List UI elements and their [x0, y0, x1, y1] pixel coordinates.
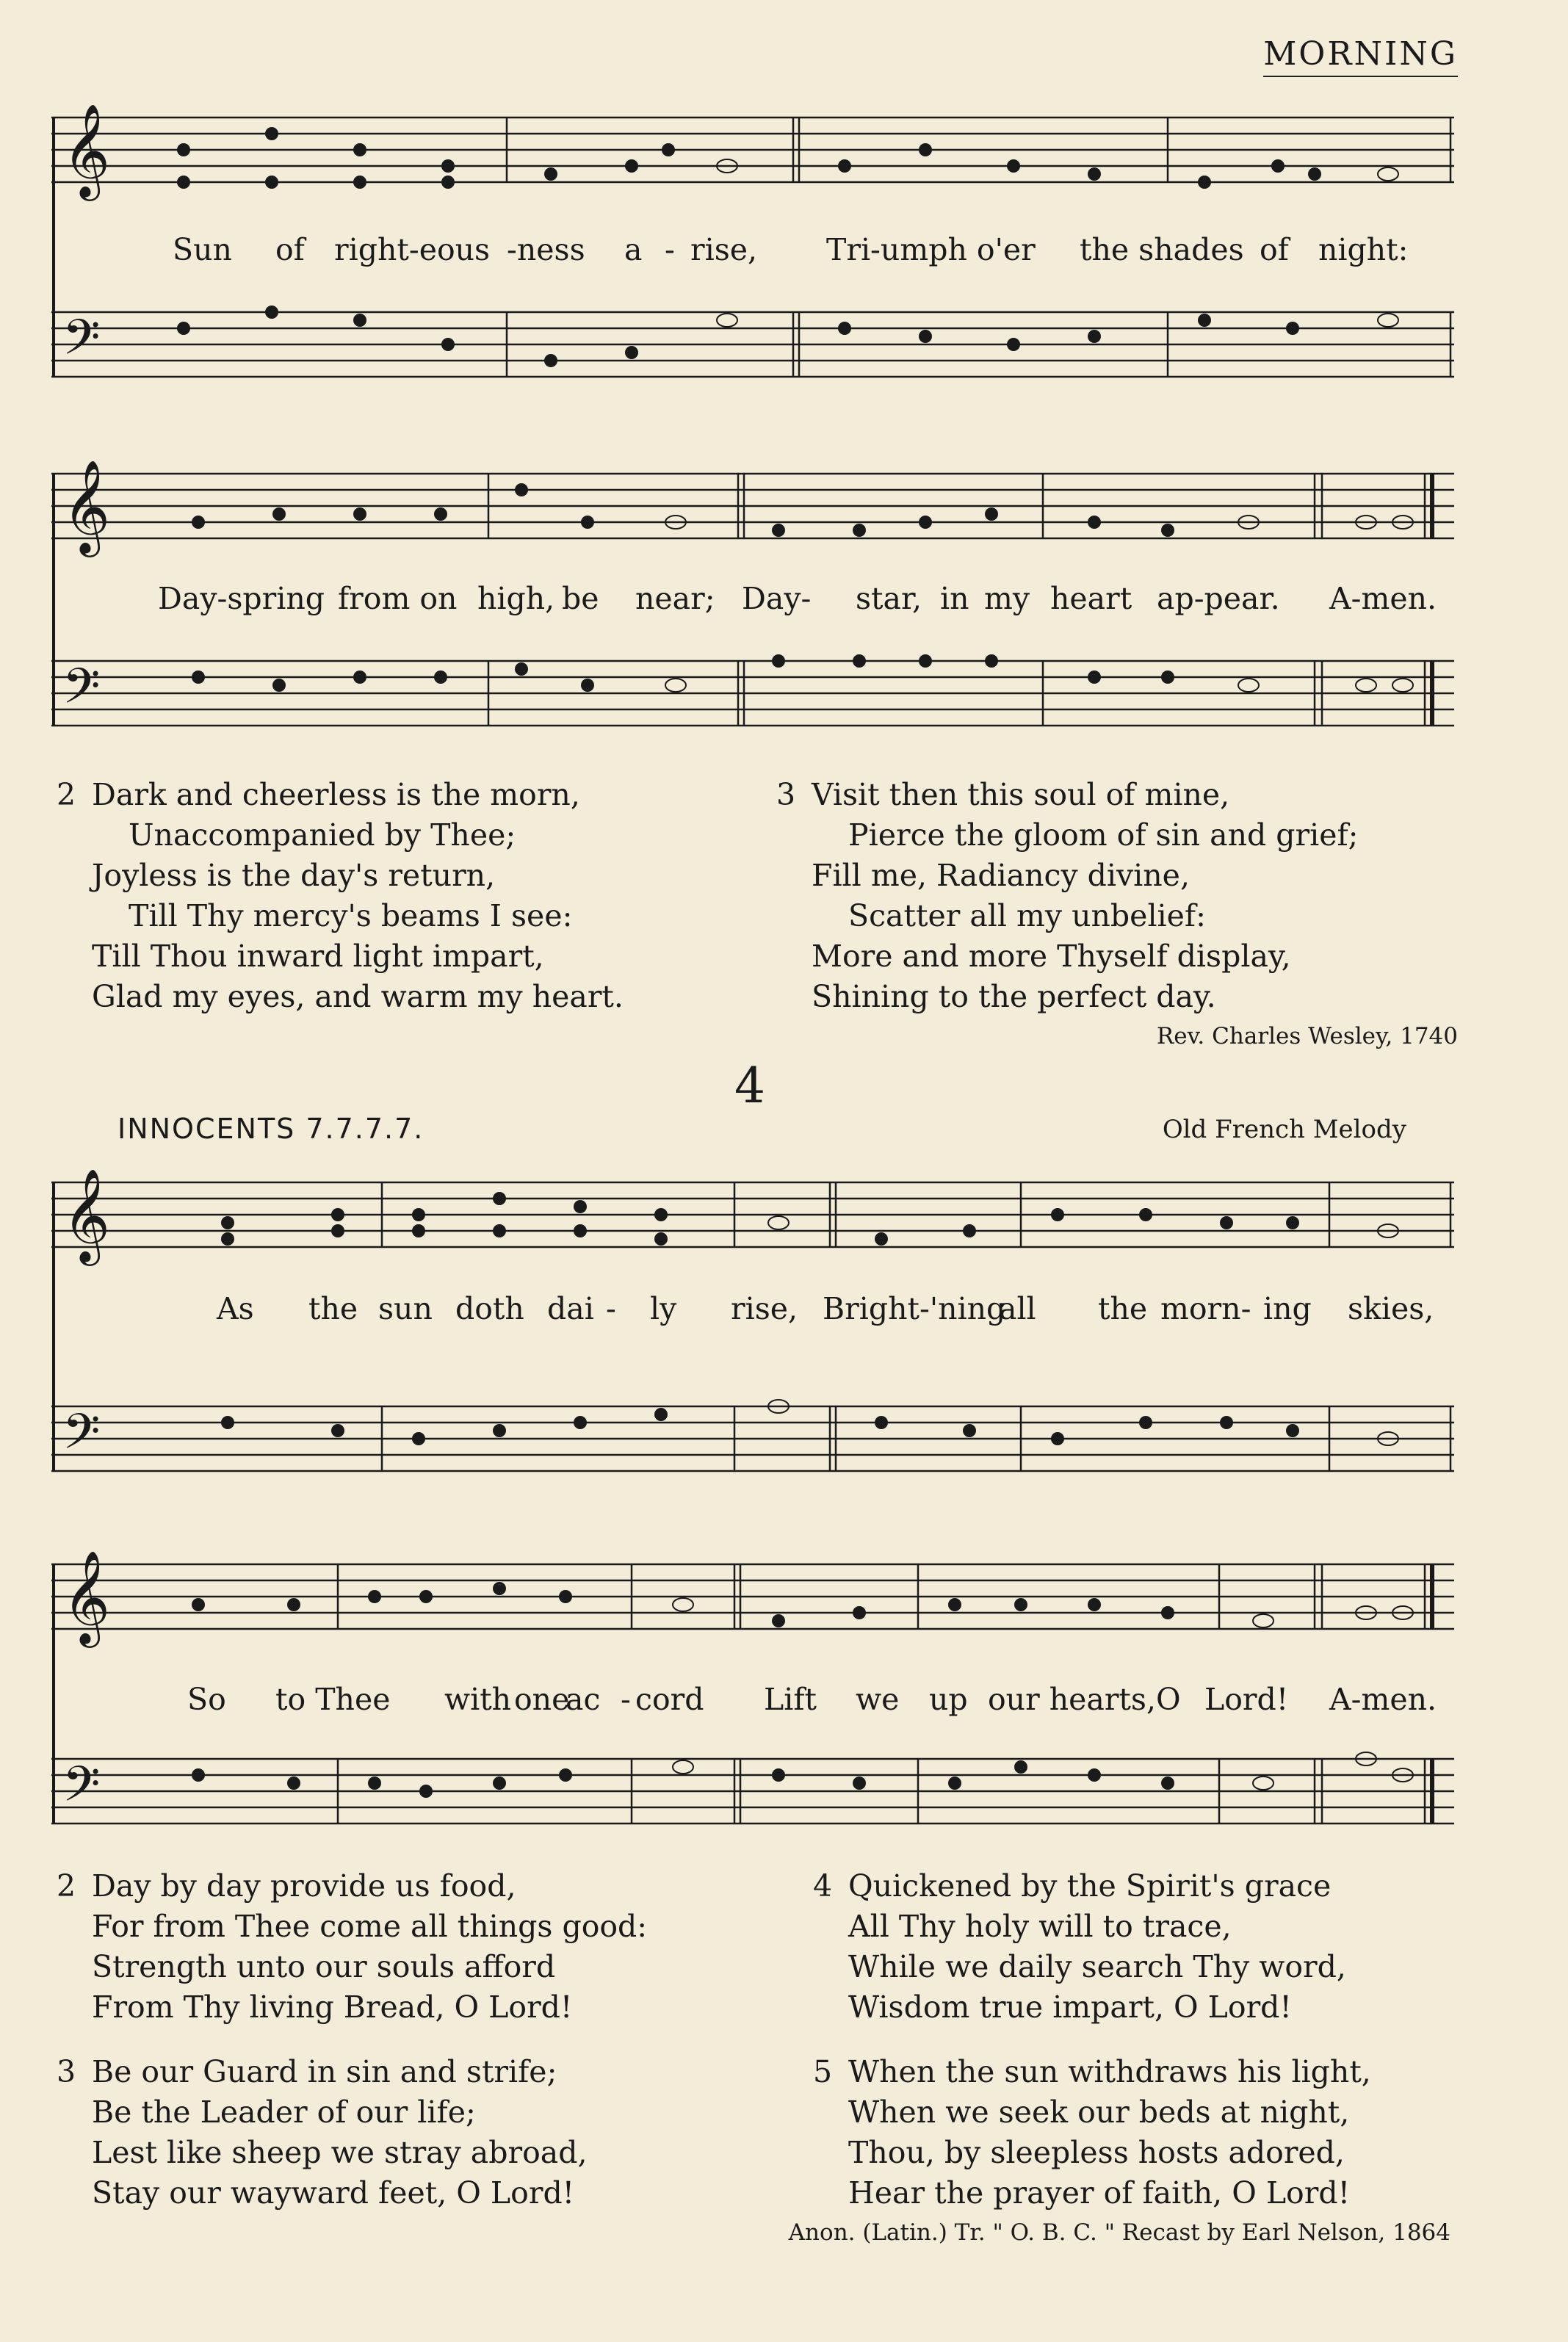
svg-text:𝄞: 𝄞 — [62, 1168, 111, 1262]
svg-text:𝄞: 𝄞 — [62, 103, 111, 197]
hymn4-verse-4: 4 Quickened by the Spirit's grace All Thy holy will to trace, While we daily search Thy word, Wisdom true impart, O Lord! — [813, 1868, 1346, 2025]
svg-text:𝄢: 𝄢 — [62, 309, 101, 377]
hymn4-verse-5: 5 When the sun withdraws his light, When we seek our beds at night, Thou, by sleepless hosts adored, Hear the prayer of faith, O Lord! — [813, 2054, 1371, 2211]
hymn3-attribution: Rev. Charles Wesley, 1740 — [1156, 1023, 1458, 1049]
svg-text:𝄞: 𝄞 — [62, 1550, 111, 1644]
hymn-number: 4 — [734, 1058, 765, 1114]
tune-name: INNOCENTS 7.7.7.7. — [118, 1113, 424, 1145]
page-section-header: MORNING — [1263, 35, 1458, 77]
svg-text:𝄢: 𝄢 — [62, 1756, 101, 1824]
melody-source: Old French Melody — [1162, 1115, 1406, 1144]
hymn4-verse-3: 3 Be our Guard in sin and strife; Be the Leader of our life; Lest like sheep we stray abroad, Stay our wayward feet, O Lord! — [57, 2054, 588, 2211]
svg-text:𝄢: 𝄢 — [62, 1403, 101, 1472]
hymn3-verse-3: 3 Visit then this soul of mine, Pierce the gloom of sin and grief; Fill me, Radiancy divine, Scatter all my unbelief: More and more Thyself display, Shining to the perfect day. — [776, 777, 1359, 1014]
hymn4-attribution: Anon. (Latin.) Tr. " O. B. C. " Recast by Earl Nelson, 1864 — [788, 2219, 1450, 2246]
hymn4-verse-2: 2 Day by day provide us food, For from Thee come all things good: Strength unto our souls afford From Thy living Bread, O Lord! — [57, 1868, 648, 2025]
hymnal-page: MORNING 𝄞 𝄢 Sun of right-eous -ness a - rise, Tri-umph o'er the shades of night: 𝄞 𝄢 Day-spring from on high, be near; Day- star, in my heart ap-pear. A-men. 2 Dark and cheerless is the morn, Unaccompanied by Thee; Joyless is the day's return, Till Thy mercy's beams I see: Till Thou inward light impart, Glad my eyes, and warm my heart. 3 Visit then this soul of mine, Pierce the gloom of sin and grief; Fill me, Radiancy divine, Scatter all my unbelief: More and more Thyself display, Shining to the perfect day. Rev. Charles Wesley, 1740 4 INNOCENTS 7.7.7.7. Old French Melody 𝄞 𝄢 As the sun doth dai - ly rise, Bright-'ning all the morn- ing skies, 𝄞 𝄢 So to Thee with one ac - cord Lift we up our hearts,O Lord! A-men. 2 Day by day provide us food, For from Thee come all things good: Strength unto our souls afford From Thy living Bread, O Lord! 4 Quickened by the Spirit's grace All Thy holy will to trace, While we daily search Thy word, Wisdom true impart, O Lord! 3 Be our Guard in sin and strife; Be the Leader of our life; Lest like sheep we stray abroad, Stay our wayward feet, O Lord! 5 When the sun withdraws his light, When we seek our beds at night, Thou, by sleepless hosts adored, Hear the prayer of faith, O Lord! Anon. (Latin.) Tr. " O. B. C. " Recast by Earl Nelson, 1864 — [0, 0, 1568, 2342]
svg-text:𝄢: 𝄢 — [62, 658, 101, 726]
svg-text:𝄞: 𝄞 — [62, 459, 111, 553]
hymn3-verse-2: 2 Dark and cheerless is the morn, Unaccompanied by Thee; Joyless is the day's return, Till Thy mercy's beams I see: Till Thou inward light impart, Glad my eyes, and warm my heart. — [57, 777, 624, 1014]
